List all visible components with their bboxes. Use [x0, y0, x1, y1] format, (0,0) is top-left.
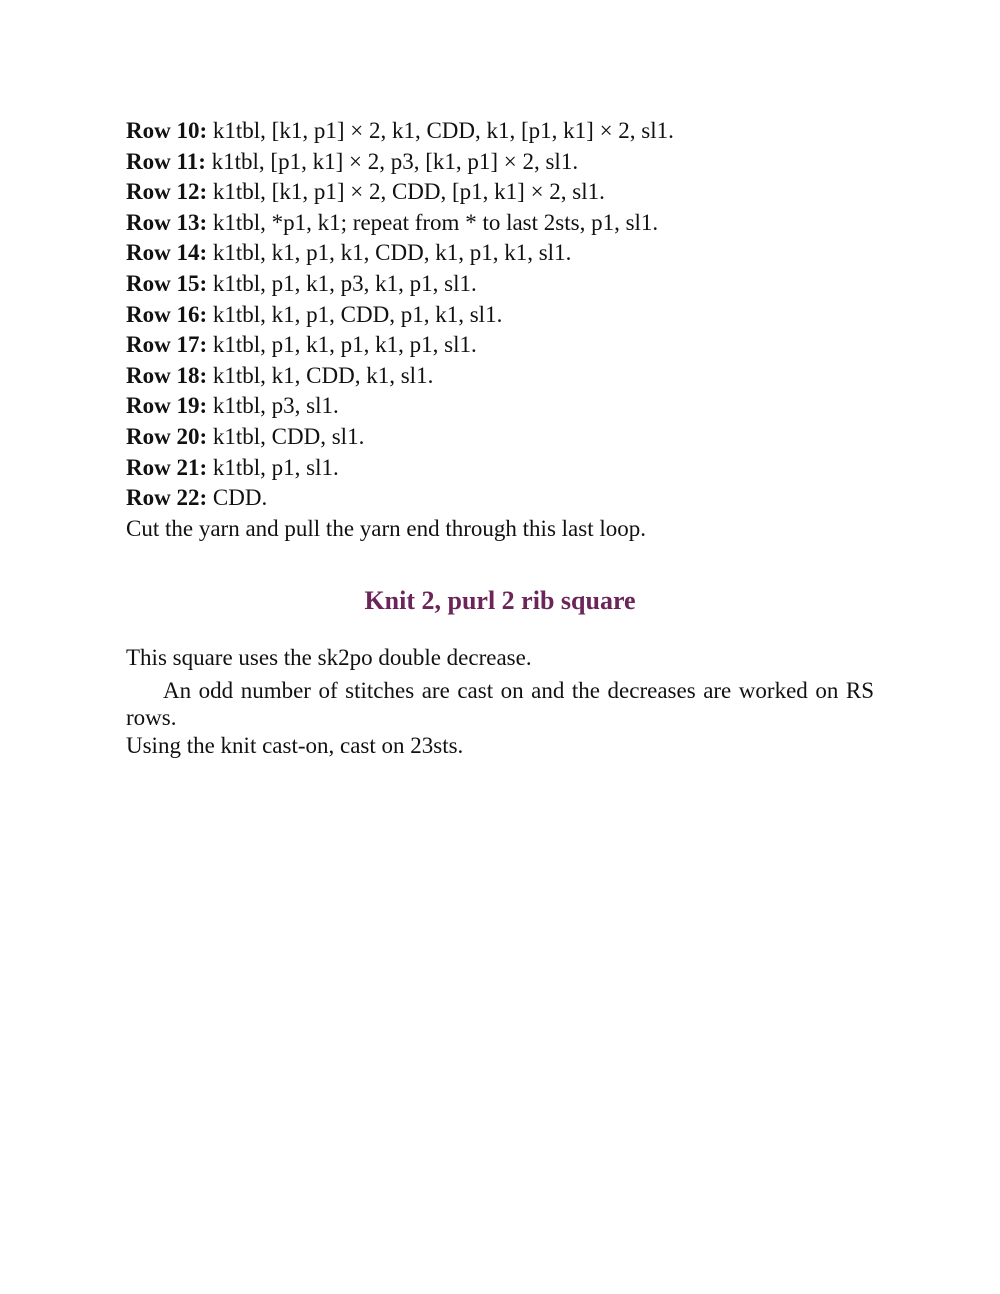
row-text: k1tbl, p1, k1, p1, k1, p1, sl1.	[207, 332, 477, 358]
row-text: k1tbl, [k1, p1] × 2, k1, CDD, k1, [p1, k1] × 2, sl1.	[207, 118, 674, 143]
row-instruction	[126, 391, 874, 422]
intro-paragraph: This square uses the sk2po double decrease.	[126, 645, 532, 670]
row-text: CDD.	[207, 485, 268, 511]
row-text: k1tbl, k1, CDD, k1, sl1.	[207, 362, 434, 388]
row-label: Row 18:	[126, 362, 208, 388]
row-instruction	[126, 238, 874, 269]
row-instruction	[126, 422, 874, 453]
row-label: Row 15:	[126, 270, 208, 296]
row-label: Row 17:	[126, 332, 208, 358]
section-intro	[126, 643, 874, 761]
row-instruction	[126, 269, 874, 300]
row-instruction	[126, 177, 874, 208]
row-instruction	[126, 483, 874, 514]
row-label: Row 20:	[126, 423, 208, 449]
row-text: k1tbl, p3, sl1.	[207, 393, 339, 419]
row-instruction	[126, 300, 874, 331]
intro-paragraph: Using the knit cast-on, cast on 23sts.	[126, 733, 464, 758]
row-label: Row 19:	[126, 393, 208, 419]
row-text: k1tbl, [p1, k1] × 2, p3, [k1, p1] × 2, sl1.	[205, 148, 579, 174]
row-label: Row 11:	[126, 148, 206, 174]
row-instruction	[126, 453, 874, 484]
row-text: k1tbl, CDD, sl1.	[207, 423, 365, 449]
row-instructions	[126, 116, 874, 544]
row-text: k1tbl, k1, p1, CDD, p1, k1, sl1.	[207, 301, 503, 327]
row-instruction	[126, 330, 874, 361]
finishing-note: Cut the yarn and pull the yarn end through this last loop.	[126, 515, 646, 541]
section-heading: Knit 2, purl 2 rib square	[364, 586, 636, 615]
row-label: Row 21:	[126, 454, 208, 480]
row-instruction	[126, 116, 874, 147]
row-label: Row 12:	[126, 179, 208, 205]
row-text: k1tbl, k1, p1, k1, CDD, k1, p1, k1, sl1.	[207, 240, 572, 266]
row-label: Row 13:	[126, 209, 208, 235]
row-text: k1tbl, p1, sl1.	[207, 454, 339, 480]
row-label: Row 14:	[126, 240, 208, 266]
row-instruction	[126, 361, 874, 392]
row-instruction	[126, 208, 874, 239]
row-text: k1tbl, p1, k1, p3, k1, p1, sl1.	[207, 270, 477, 296]
row-text: k1tbl, *p1, k1; repeat from * to last 2sts, p1, sl1.	[207, 209, 659, 235]
row-label: Row 22:	[126, 485, 208, 511]
row-label: Row 16:	[126, 301, 208, 327]
row-text: k1tbl, [k1, p1] × 2, CDD, [p1, k1] × 2, sl1.	[207, 179, 605, 205]
pattern-page	[126, 116, 874, 758]
row-label: Row 10:	[126, 118, 208, 143]
intro-paragraph: An odd number of stitches are cast on and the decreases are worked on RS rows.	[126, 678, 874, 730]
row-instruction	[126, 147, 874, 178]
